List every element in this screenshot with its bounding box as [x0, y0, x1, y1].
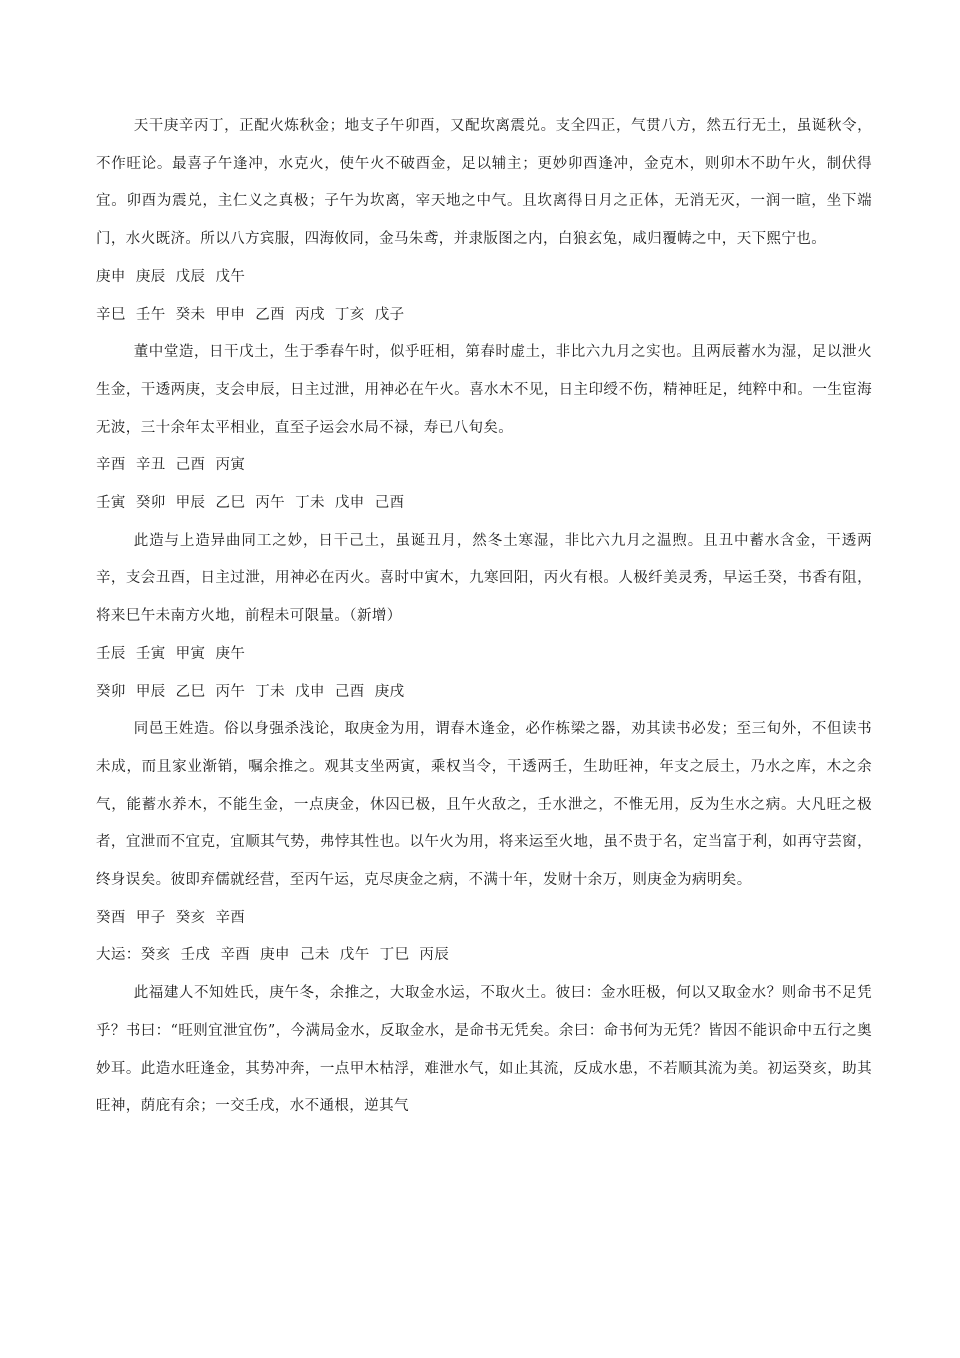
luck-pillars-3: 癸卯 甲辰 乙巳 丙午 丁未 戊申 己酉 庚戌 [96, 683, 405, 700]
birth-pillars-2: 辛酉 辛丑 己酉 丙寅 [96, 457, 246, 474]
document-page [96, 108, 872, 1126]
birth-pillars-1: 庚申 庚辰 戊辰 戊午 [96, 268, 246, 285]
paragraph-3: 此造与上造异曲同工之妙，日干己土，虽诞丑月，然冬土寒湿，非比六九月之温煦。且丑中蓄水含金，干透两辛，支会丑酉，日主过泄，用神必在丙火。喜时中寅木，九寒回阳，丙火有根。人极纤美灵秀，早运壬癸，书香有阻，将来巳午未南方火地，前程未可限量。（新增） [96, 532, 872, 625]
birth-pillars-4: 癸酉 甲子 癸亥 辛酉 [96, 909, 246, 926]
paragraph-4: 同邑王姓造。俗以身强杀浅论，取庚金为用，谓春木逢金，必作栋梁之器，劝其读书必发；至三旬外，不但读书未成，而且家业渐销，嘱余推之。观其支坐两寅，乘权当令，干透两壬，生助旺神，年支之辰土，乃水之库，木之余气，能蓄水养木，不能生金，一点庚金，休囚已极，且午火敌之，壬水泄之，不惟无用，反为生水之病。大凡旺之极者，宜泄而不宜克，宜顺其气势，弗悖其性也。以午火为用，将来运至火地，虽不贵于名，定当富于利，如再守芸窗，终身误矣。彼即弃儒就经营，至丙午运，克尽庚金之病，不满十年，发财十余万，则庚金为病明矣。 [96, 721, 872, 889]
paragraph-1: 天干庚辛丙丁，正配火炼秋金；地支子午卯酉，又配坎离震兑。支全四正，气贯八方，然五行无土，虽诞秋令，不作旺论。最喜子午逢冲，水克火，使午火不破酉金，足以辅主；更妙卯酉逢冲，金克木，则卯木不助午火，制伏得宜。卯酉为震兑，主仁义之真极；子午为坎离，宰天地之中气。且坎离得日月之正体，无消无灭，一润一暄，坐下端门，水火既济。所以八方宾服，四海攸同，金马朱鸢，并隶版图之内，白狼玄兔，咸归覆帱之中，天下熙宁也。 [96, 118, 872, 248]
paragraph-5: 此福建人不知姓氏，庚午冬，余推之，大取金水运，不取火土。彼曰：金水旺极，何以又取金水？则命书不足凭乎？书曰：“旺则宜泄宜伤”，今满局金水，反取金水，是命书无凭矣。余曰：命书何为无凭？皆因不能识命中五行之奥妙耳。此造水旺逢金，其势冲奔，一点甲木枯浮，难泄水气，如止其流，反成水患，不若顺其流为美。初运癸亥，助其旺神，荫庇有余；一交壬戌，水不通根，逆其气 [96, 985, 872, 1115]
luck-pillars-2: 壬寅 癸卯 甲辰 乙巳 丙午 丁未 戊申 己酉 [96, 495, 405, 512]
luck-pillars-4: 大运：癸亥 壬戌 辛酉 庚申 己未 戊午 丁巳 丙辰 [96, 947, 450, 964]
paragraph-2: 董中堂造，日干戊土，生于季春午时，似乎旺相，第春时虚土，非比六九月之实也。且两辰蓄水为湿，足以泄火生金，干透两庚，支会申辰，日主过泄，用神必在午火。喜水木不见，日主印绶不伤，精神旺足，纯粹中和。一生宦海无波，三十余年太平相业，直至子运会水局不禄，寿已八旬矣。 [96, 344, 872, 436]
birth-pillars-3: 壬辰 壬寅 甲寅 庚午 [96, 645, 246, 662]
luck-pillars-1: 辛巳 壬午 癸未 甲申 乙酉 丙戌 丁亥 戊子 [96, 306, 405, 323]
